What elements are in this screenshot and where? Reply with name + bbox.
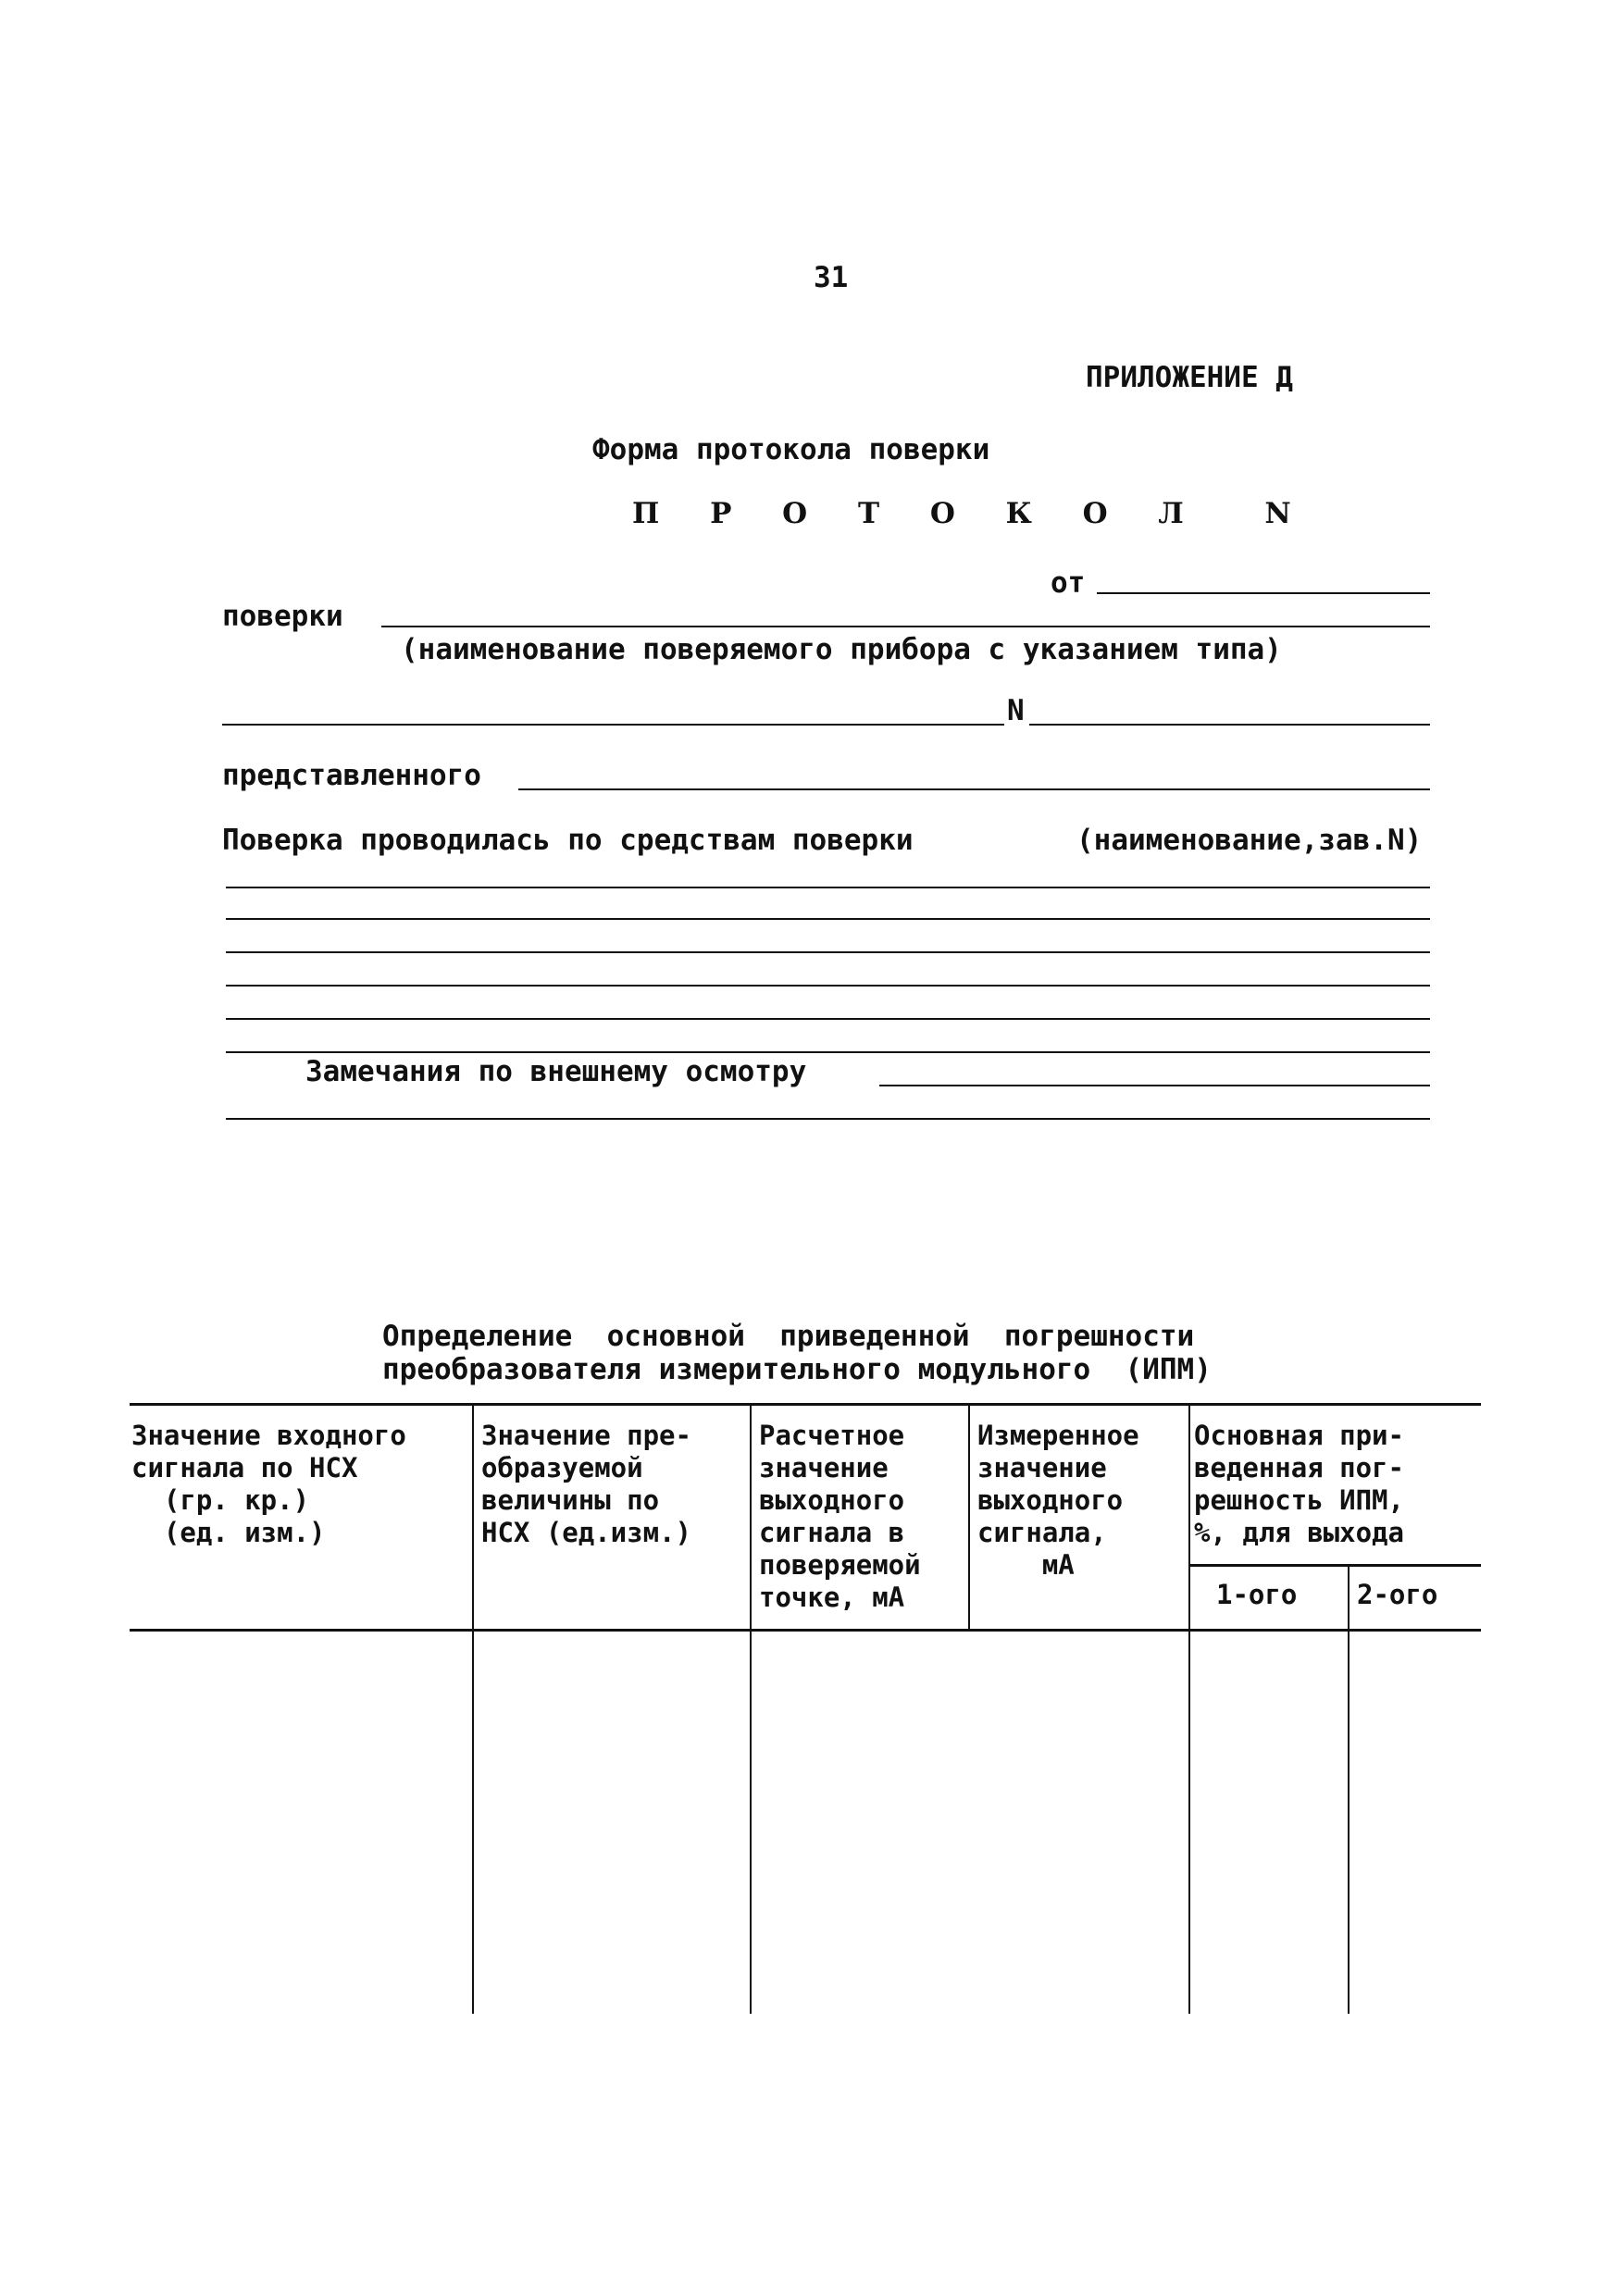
remarks-label: Замечания по внешнему осмотру [305, 1055, 807, 1088]
table-col-divider-4 [1188, 1403, 1190, 2014]
verification-label: поверки [222, 600, 343, 633]
column-header-measured-output: Измеренное значение выходного сигнала, мА [977, 1420, 1139, 1581]
means-line-2[interactable] [226, 918, 1430, 920]
column-header-calculated-output: Расчетное значение выходного сигнала в поверяемой точке, мА [759, 1420, 921, 1613]
table-top-border [130, 1403, 1481, 1406]
table-header-bottom-border [130, 1629, 1481, 1632]
table-col-divider-2 [750, 1403, 752, 2014]
remarks-field-line[interactable] [879, 1085, 1430, 1086]
presented-field-line[interactable] [518, 788, 1430, 790]
column-header-converted-value: Значение пре- образуемой величины по НСХ (ед.изм.) [481, 1420, 691, 1548]
means-line-6[interactable] [226, 1051, 1430, 1053]
appendix-title: ПРИЛОЖЕНИЕ Д [1086, 361, 1293, 394]
subheader-output-2: 2-ого [1357, 1579, 1438, 1610]
date-field-line[interactable] [1097, 592, 1430, 594]
column-header-input-signal: Значение входного сигнала по НСХ (гр. кр.) (ед. изм.) [131, 1420, 406, 1548]
table-subheader-border [1188, 1564, 1481, 1567]
presented-label: представленного [222, 759, 481, 792]
table-col-divider-1 [472, 1403, 474, 2014]
form-title: Форма протокола поверки [592, 433, 990, 466]
device-name-line[interactable] [222, 724, 1004, 726]
table-col-divider-5 [1348, 1564, 1350, 2014]
means-line-1[interactable] [226, 887, 1430, 888]
remarks-line-2[interactable] [226, 1118, 1430, 1120]
table-caption-line1: Определение основной приведенной погрешности [382, 1320, 1195, 1353]
number-label: N [1007, 694, 1025, 727]
means-line-4[interactable] [226, 985, 1430, 987]
device-hint: (наименование поверяемого прибора с указанием типа) [401, 633, 1282, 666]
protocol-title: П Р О Т О К О Л N [632, 497, 1312, 530]
page-number: 31 [814, 261, 849, 294]
device-field-line[interactable] [381, 626, 1430, 627]
serial-number-line[interactable] [1029, 724, 1430, 726]
means-line-5[interactable] [226, 1018, 1430, 1020]
means-line-3[interactable] [226, 951, 1430, 953]
column-header-reduced-error: Основная при- веденная пог- решность ИПМ, %, для выхода [1194, 1420, 1404, 1548]
means-label: Поверка проводилась по средствам поверки [222, 824, 914, 857]
means-hint: (наименование,зав.N) [1076, 824, 1423, 857]
table-caption-line2: преобразователя измерительного модульного (ИПМ) [382, 1353, 1212, 1386]
date-label: от [1051, 566, 1086, 600]
table-col-divider-3 [968, 1403, 970, 1629]
subheader-output-1: 1-ого [1216, 1579, 1298, 1610]
